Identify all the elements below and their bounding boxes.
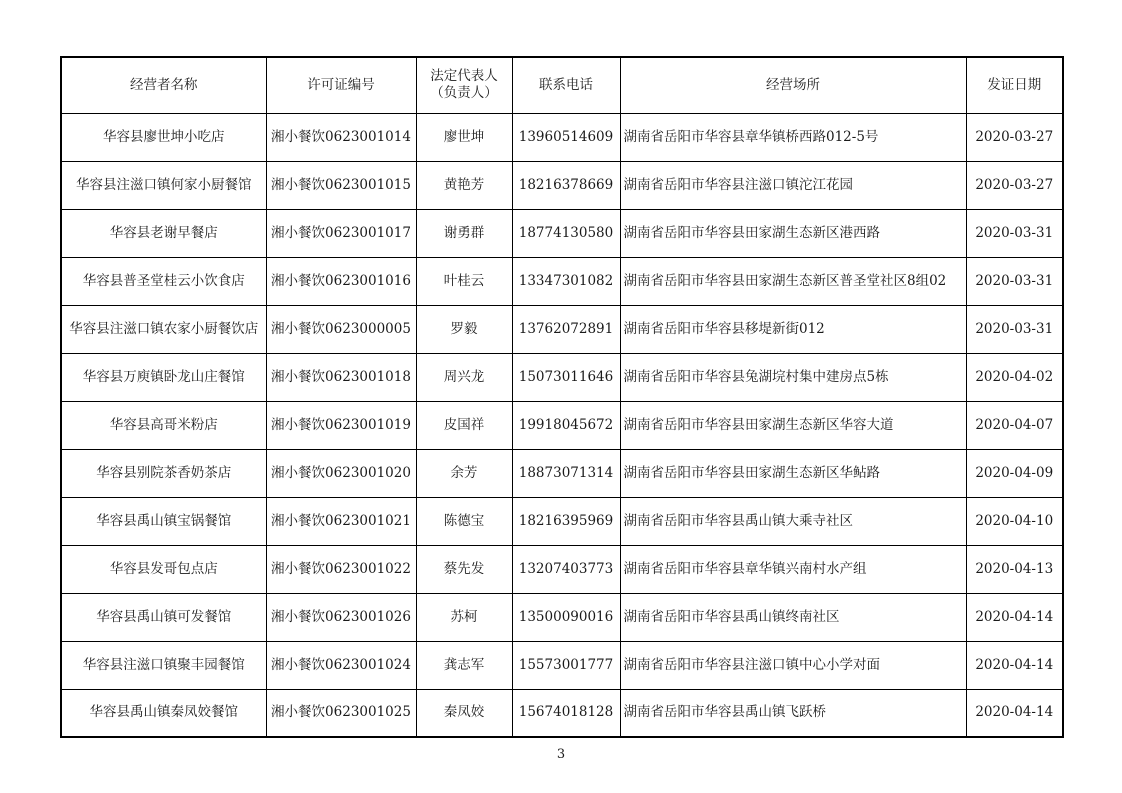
table-row — [61, 353, 1063, 401]
header-date: 发证日期 — [966, 57, 1063, 113]
cell-address: 湖南省岳阳市华容县注滋口镇中心小学对面 — [620, 641, 966, 689]
cell-phone: 18873071314 — [512, 449, 620, 497]
cell-representative: 余芳 — [416, 449, 512, 497]
cell-licence: 湘小餐饮0623001022 — [266, 545, 416, 593]
cell-representative: 叶桂云 — [416, 257, 512, 305]
table-row — [61, 641, 1063, 689]
cell-licence: 湘小餐饮0623001014 — [266, 113, 416, 161]
header-name: 经营者名称 — [61, 57, 266, 113]
cell-name: 华容县注滋口镇农家小厨餐饮店 — [61, 305, 266, 353]
cell-phone: 15573001777 — [512, 641, 620, 689]
cell-name: 华容县廖世坤小吃店 — [61, 113, 266, 161]
cell-date: 2020-03-27 — [966, 113, 1063, 161]
cell-phone: 13207403773 — [512, 545, 620, 593]
cell-phone: 18774130580 — [512, 209, 620, 257]
header-representative — [416, 57, 512, 113]
cell-representative: 皮国祥 — [416, 401, 512, 449]
header-phone: 联系电话 — [512, 57, 620, 113]
table-row — [61, 161, 1063, 209]
cell-phone: 13347301082 — [512, 257, 620, 305]
cell-phone: 19918045672 — [512, 401, 620, 449]
cell-name: 华容县禹山镇可发餐馆 — [61, 593, 266, 641]
table-row — [61, 545, 1063, 593]
cell-representative: 蔡先发 — [416, 545, 512, 593]
cell-representative: 廖世坤 — [416, 113, 512, 161]
table-row — [61, 593, 1063, 641]
cell-address: 湖南省岳阳市华容县禹山镇终南社区 — [620, 593, 966, 641]
cell-name: 华容县注滋口镇聚丰园餐馆 — [61, 641, 266, 689]
cell-phone: 15073011646 — [512, 353, 620, 401]
cell-name: 华容县高哥米粉店 — [61, 401, 266, 449]
cell-licence: 湘小餐饮0623001020 — [266, 449, 416, 497]
header-representative-line1: 法定代表人 — [430, 68, 498, 85]
table-row — [61, 401, 1063, 449]
cell-date: 2020-04-09 — [966, 449, 1063, 497]
table-row — [61, 449, 1063, 497]
cell-date: 2020-04-02 — [966, 353, 1063, 401]
cell-name: 华容县禹山镇宝锅餐馆 — [61, 497, 266, 545]
cell-date: 2020-04-13 — [966, 545, 1063, 593]
cell-address: 湖南省岳阳市华容县禹山镇大乘寺社区 — [620, 497, 966, 545]
cell-phone: 13960514609 — [512, 113, 620, 161]
table-row — [61, 113, 1063, 161]
cell-address: 湖南省岳阳市华容县禹山镇飞跃桥 — [620, 689, 966, 737]
table-row — [61, 305, 1063, 353]
cell-address: 湖南省岳阳市华容县田家湖生态新区港西路 — [620, 209, 966, 257]
cell-date: 2020-03-27 — [966, 161, 1063, 209]
table-header-row — [61, 57, 1063, 113]
cell-representative: 龚志军 — [416, 641, 512, 689]
cell-representative: 罗毅 — [416, 305, 512, 353]
cell-representative: 苏柯 — [416, 593, 512, 641]
cell-address: 湖南省岳阳市华容县章华镇兴南村水产组 — [620, 545, 966, 593]
cell-name: 华容县注滋口镇何家小厨餐馆 — [61, 161, 266, 209]
cell-representative: 陈德宝 — [416, 497, 512, 545]
cell-licence: 湘小餐饮0623001019 — [266, 401, 416, 449]
cell-address: 湖南省岳阳市华容县田家湖生态新区华容大道 — [620, 401, 966, 449]
cell-licence: 湘小餐饮0623001017 — [266, 209, 416, 257]
cell-name: 华容县别院茶香奶茶店 — [61, 449, 266, 497]
header-licence: 许可证编号 — [266, 57, 416, 113]
table-row — [61, 497, 1063, 545]
cell-representative: 黄艳芳 — [416, 161, 512, 209]
cell-representative: 秦凤姣 — [416, 689, 512, 737]
cell-phone: 13500090016 — [512, 593, 620, 641]
header-representative-line2: （负责人） — [430, 85, 498, 102]
cell-licence: 湘小餐饮0623000005 — [266, 305, 416, 353]
cell-phone: 18216395969 — [512, 497, 620, 545]
cell-licence: 湘小餐饮0623001018 — [266, 353, 416, 401]
cell-name: 华容县普圣堂桂云小饮食店 — [61, 257, 266, 305]
cell-name: 华容县禹山镇秦凤姣餐馆 — [61, 689, 266, 737]
licence-table — [60, 56, 1064, 738]
cell-representative: 谢勇群 — [416, 209, 512, 257]
cell-name: 华容县万庾镇卧龙山庄餐馆 — [61, 353, 266, 401]
cell-date: 2020-03-31 — [966, 209, 1063, 257]
cell-address: 湖南省岳阳市华容县移堤新街012 — [620, 305, 966, 353]
page-number: 3 — [556, 747, 566, 762]
cell-address: 湖南省岳阳市华容县田家湖生态新区华鲇路 — [620, 449, 966, 497]
cell-phone: 15674018128 — [512, 689, 620, 737]
cell-licence: 湘小餐饮0623001015 — [266, 161, 416, 209]
cell-date: 2020-04-14 — [966, 689, 1063, 737]
header-address: 经营场所 — [620, 57, 966, 113]
cell-name: 华容县老谢早餐店 — [61, 209, 266, 257]
cell-licence: 湘小餐饮0623001021 — [266, 497, 416, 545]
cell-date: 2020-03-31 — [966, 305, 1063, 353]
cell-date: 2020-04-07 — [966, 401, 1063, 449]
cell-address: 湖南省岳阳市华容县田家湖生态新区普圣堂社区8组02 — [620, 257, 966, 305]
cell-date: 2020-04-10 — [966, 497, 1063, 545]
cell-licence: 湘小餐饮0623001026 — [266, 593, 416, 641]
cell-address: 湖南省岳阳市华容县兔湖垸村集中建房点5栋 — [620, 353, 966, 401]
table-row — [61, 257, 1063, 305]
cell-address: 湖南省岳阳市华容县注滋口镇沱江花园 — [620, 161, 966, 209]
cell-date: 2020-04-14 — [966, 593, 1063, 641]
cell-licence: 湘小餐饮0623001025 — [266, 689, 416, 737]
cell-phone: 18216378669 — [512, 161, 620, 209]
cell-representative: 周兴龙 — [416, 353, 512, 401]
cell-address: 湖南省岳阳市华容县章华镇桥西路012-5号 — [620, 113, 966, 161]
cell-licence: 湘小餐饮0623001016 — [266, 257, 416, 305]
table-row — [61, 689, 1063, 737]
table-row — [61, 209, 1063, 257]
cell-date: 2020-04-14 — [966, 641, 1063, 689]
cell-phone: 13762072891 — [512, 305, 620, 353]
cell-date: 2020-03-31 — [966, 257, 1063, 305]
table-body — [61, 113, 1063, 737]
cell-licence: 湘小餐饮0623001024 — [266, 641, 416, 689]
cell-name: 华容县发哥包点店 — [61, 545, 266, 593]
